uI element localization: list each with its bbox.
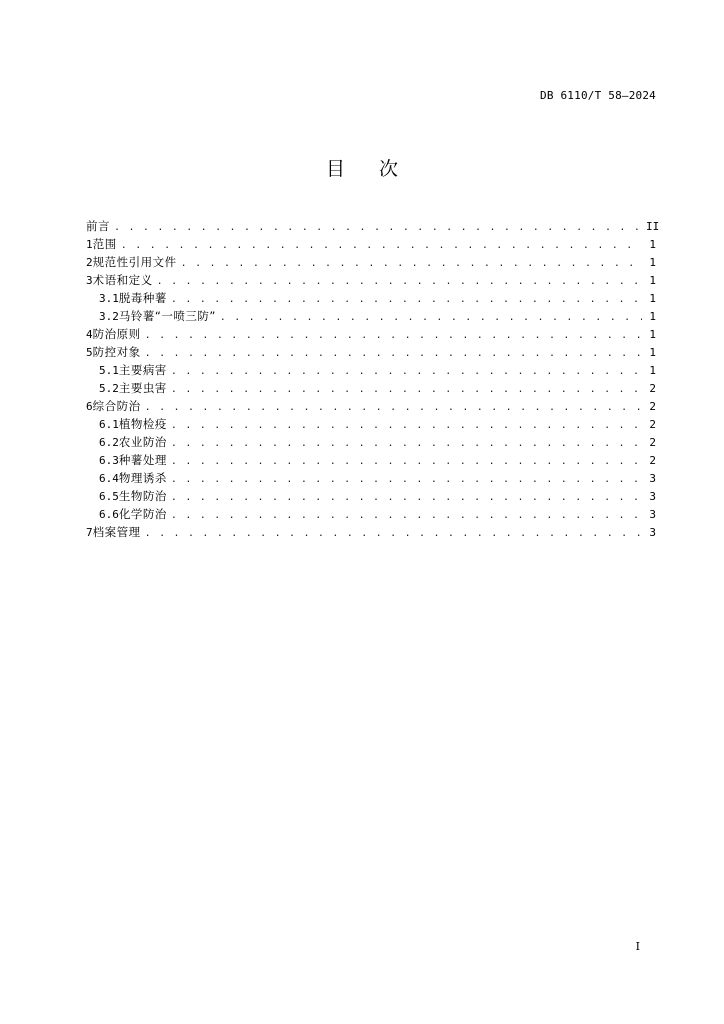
toc-entry-label: 化学防治 (118, 507, 167, 521)
toc-dot-leader (121, 240, 642, 251)
toc-entry-label: 脱毒种薯 (118, 291, 167, 305)
toc-entry-page: 2 (649, 400, 656, 413)
toc-entry-number: 5 (86, 346, 93, 359)
toc-entry-page: 2 (649, 436, 656, 449)
toc-entry[interactable] (86, 290, 656, 308)
toc-dot-leader (114, 222, 642, 233)
toc-entry-page: 3 (649, 490, 656, 503)
toc-entry-page: 1 (649, 274, 656, 287)
toc-dot-leader (171, 456, 642, 467)
toc-entry[interactable] (86, 506, 656, 524)
toc-dot-leader (171, 438, 642, 449)
toc-entry-label: 前言 (86, 219, 110, 233)
toc-entry-label: 规范性引用文件 (92, 255, 177, 269)
toc-entry[interactable] (86, 524, 656, 542)
toc-entry-label: 主要虫害 (118, 381, 167, 395)
toc-entry-page: 1 (649, 256, 656, 269)
toc-entry-number: 6.2 (99, 436, 119, 449)
toc-entry-page: 2 (649, 454, 656, 467)
toc-dot-leader (157, 276, 642, 287)
toc-entry-number: 5.1 (99, 364, 119, 377)
toc-entry-label: 植物检疫 (118, 417, 167, 431)
toc-entry[interactable] (86, 416, 656, 434)
toc-entry-page: II (646, 220, 660, 233)
toc-entry-number: 2 (86, 256, 93, 269)
toc-entry-page: 2 (649, 418, 656, 431)
toc-entry[interactable] (86, 326, 656, 344)
toc-entry-number: 6 (86, 400, 93, 413)
toc-entry-label: 种薯处理 (118, 453, 167, 467)
toc-entry-page: 1 (649, 364, 656, 377)
toc-entry-page: 3 (649, 472, 656, 485)
toc-entry-page: 3 (649, 508, 656, 521)
toc-entry-number: 3 (86, 274, 93, 287)
toc-title-part1: 目 (325, 158, 345, 180)
toc-title (0, 154, 724, 181)
toc-entry-label: 生物防治 (118, 489, 167, 503)
toc-entry-page: 1 (649, 238, 656, 251)
toc-entry-label: 马铃薯“一喷三防” (118, 309, 216, 323)
page-folio: I (635, 940, 640, 953)
toc-entry-page: 2 (649, 382, 656, 395)
toc-dot-leader (145, 528, 642, 539)
table-of-contents (86, 218, 660, 542)
toc-dot-leader (171, 420, 642, 431)
toc-entry[interactable] (86, 254, 656, 272)
toc-entry-label: 综合防治 (92, 399, 141, 413)
toc-dot-leader (145, 402, 642, 413)
toc-entry-label: 主要病害 (118, 363, 167, 377)
toc-entry-number: 7 (86, 526, 93, 539)
toc-entry-number: 3.2 (99, 310, 119, 323)
toc-entry-number: 6.1 (99, 418, 119, 431)
toc-entry-label: 术语和定义 (92, 273, 153, 287)
toc-dot-leader (181, 258, 642, 269)
toc-entry[interactable] (86, 452, 656, 470)
toc-entry[interactable] (86, 308, 656, 326)
toc-dot-leader (220, 312, 642, 323)
toc-dot-leader (171, 294, 642, 305)
toc-entry-number: 6.6 (99, 508, 119, 521)
toc-entry[interactable] (86, 236, 656, 254)
toc-entry-label: 防控对象 (92, 345, 141, 359)
toc-dot-leader (171, 384, 642, 395)
toc-entry[interactable] (86, 380, 656, 398)
toc-entry-number: 6.4 (99, 472, 119, 485)
toc-title-part2: 次 (379, 158, 399, 180)
toc-entry-number: 6.5 (99, 490, 119, 503)
toc-entry[interactable] (86, 344, 656, 362)
toc-entry[interactable] (86, 218, 660, 236)
toc-dot-leader (145, 348, 642, 359)
toc-entry[interactable] (86, 272, 656, 290)
toc-entry-page: 1 (649, 346, 656, 359)
toc-entry-label: 农业防治 (118, 435, 167, 449)
toc-entry[interactable] (86, 488, 656, 506)
toc-entry[interactable] (86, 434, 656, 452)
toc-entry-label: 防治原则 (92, 327, 141, 341)
toc-entry-page: 1 (649, 328, 656, 341)
toc-entry-page: 3 (649, 526, 656, 539)
toc-dot-leader (145, 330, 642, 341)
toc-entry-page: 1 (649, 292, 656, 305)
toc-entry-label: 物理诱杀 (118, 471, 167, 485)
toc-dot-leader (171, 492, 642, 503)
toc-entry[interactable] (86, 362, 656, 380)
toc-entry-number: 3.1 (99, 292, 119, 305)
toc-entry-number: 4 (86, 328, 93, 341)
toc-dot-leader (171, 510, 642, 521)
toc-entry-label: 范围 (92, 237, 117, 251)
toc-dot-leader (171, 474, 642, 485)
toc-entry-number: 1 (86, 238, 93, 251)
toc-entry-number: 5.2 (99, 382, 119, 395)
toc-entry[interactable] (86, 470, 656, 488)
toc-dot-leader (171, 366, 642, 377)
toc-entry-number: 6.3 (99, 454, 119, 467)
toc-entry[interactable] (86, 398, 656, 416)
document-code: DB 6110/T 58—2024 (540, 89, 656, 102)
toc-entry-page: 1 (649, 310, 656, 323)
toc-entry-label: 档案管理 (92, 525, 141, 539)
